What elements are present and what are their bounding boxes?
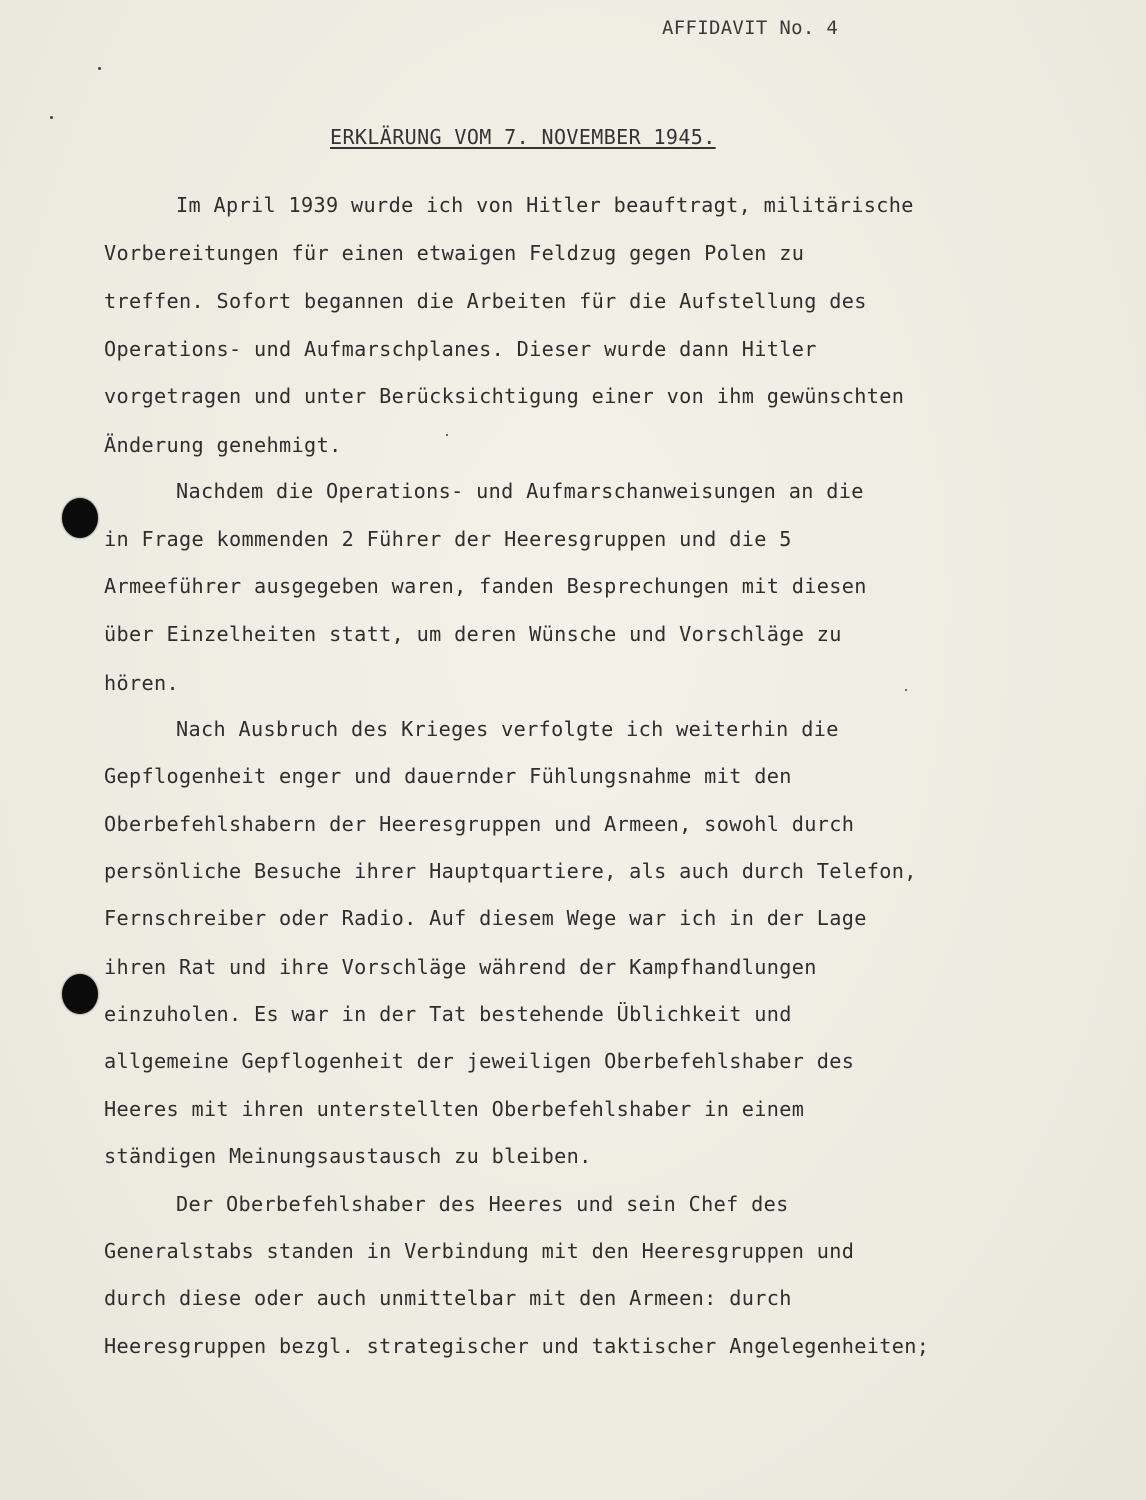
text-line: Im April 1939 wurde ich von Hitler beauftragt, militärische — [176, 193, 914, 217]
text-line: Gepflogenheit enger und dauernder Fühlungsnahme mit den — [104, 764, 792, 788]
text-line: allgemeine Gepflogenheit der jeweiligen Oberbefehlshaber des — [104, 1049, 855, 1073]
punch-hole — [62, 498, 98, 538]
text-line: einzuholen. Es war in der Tat bestehende Üblichkeit und — [104, 1002, 792, 1026]
text-line: vorgetragen und unter Berücksichtigung einer von ihm gewünschten — [104, 384, 905, 408]
text-line: Heeres mit ihren unterstellten Oberbefehlshaber in einem — [104, 1097, 805, 1121]
paper-speck — [98, 67, 101, 70]
text-line: Armeeführer ausgegeben waren, fanden Besprechungen mit diesen — [104, 574, 867, 598]
text-line: Operations- und Aufmarschplanes. Dieser wurde dann Hitler — [104, 337, 817, 361]
text-line: Nachdem die Operations- und Aufmarschanweisungen an die — [176, 479, 864, 503]
text-line: Änderung genehmigt. — [104, 433, 342, 457]
text-line: Fernschreiber oder Radio. Auf diesem Wege war ich in der Lage — [104, 906, 867, 930]
text-line: persönliche Besuche ihrer Hauptquartiere, als auch durch Telefon, — [104, 859, 917, 883]
affidavit-label: AFFIDAVIT No. 4 — [662, 17, 839, 39]
text-line: durch diese oder auch unmittelbar mit den Armeen: durch — [104, 1286, 792, 1310]
text-line: über Einzelheiten statt, um deren Wünsche und Vorschläge zu — [104, 622, 842, 646]
paper-speck — [446, 434, 448, 436]
text-line: treffen. Sofort begannen die Arbeiten für die Aufstellung des — [104, 289, 867, 313]
text-line: Heeresgruppen bezgl. strategischer und taktischer Angelegenheiten; — [104, 1334, 930, 1358]
text-line: Vorbereitungen für einen etwaigen Feldzug gegen Polen zu — [104, 241, 805, 265]
text-line: Generalstabs standen in Verbindung mit den Heeresgruppen und — [104, 1239, 855, 1263]
text-line: Der Oberbefehlshaber des Heeres und sein Chef des — [176, 1192, 789, 1216]
paper-speck — [905, 689, 907, 691]
text-line: hören. — [104, 671, 180, 695]
text-line: Nach Ausbruch des Krieges verfolgte ich weiterhin die — [176, 717, 839, 741]
text-line: ständigen Meinungsaustausch zu bleiben. — [104, 1144, 592, 1168]
punch-hole — [62, 974, 98, 1014]
text-line: ihren Rat und ihre Vorschläge während der Kampfhandlungen — [104, 955, 817, 979]
text-line: Oberbefehlshabern der Heeresgruppen und Armeen, sowohl durch — [104, 812, 855, 836]
text-line: in Frage kommenden 2 Führer der Heeresgruppen und die 5 — [104, 527, 792, 551]
paper-speck — [50, 116, 53, 119]
document-title: ERKLÄRUNG VOM 7. NOVEMBER 1945. — [330, 125, 716, 149]
